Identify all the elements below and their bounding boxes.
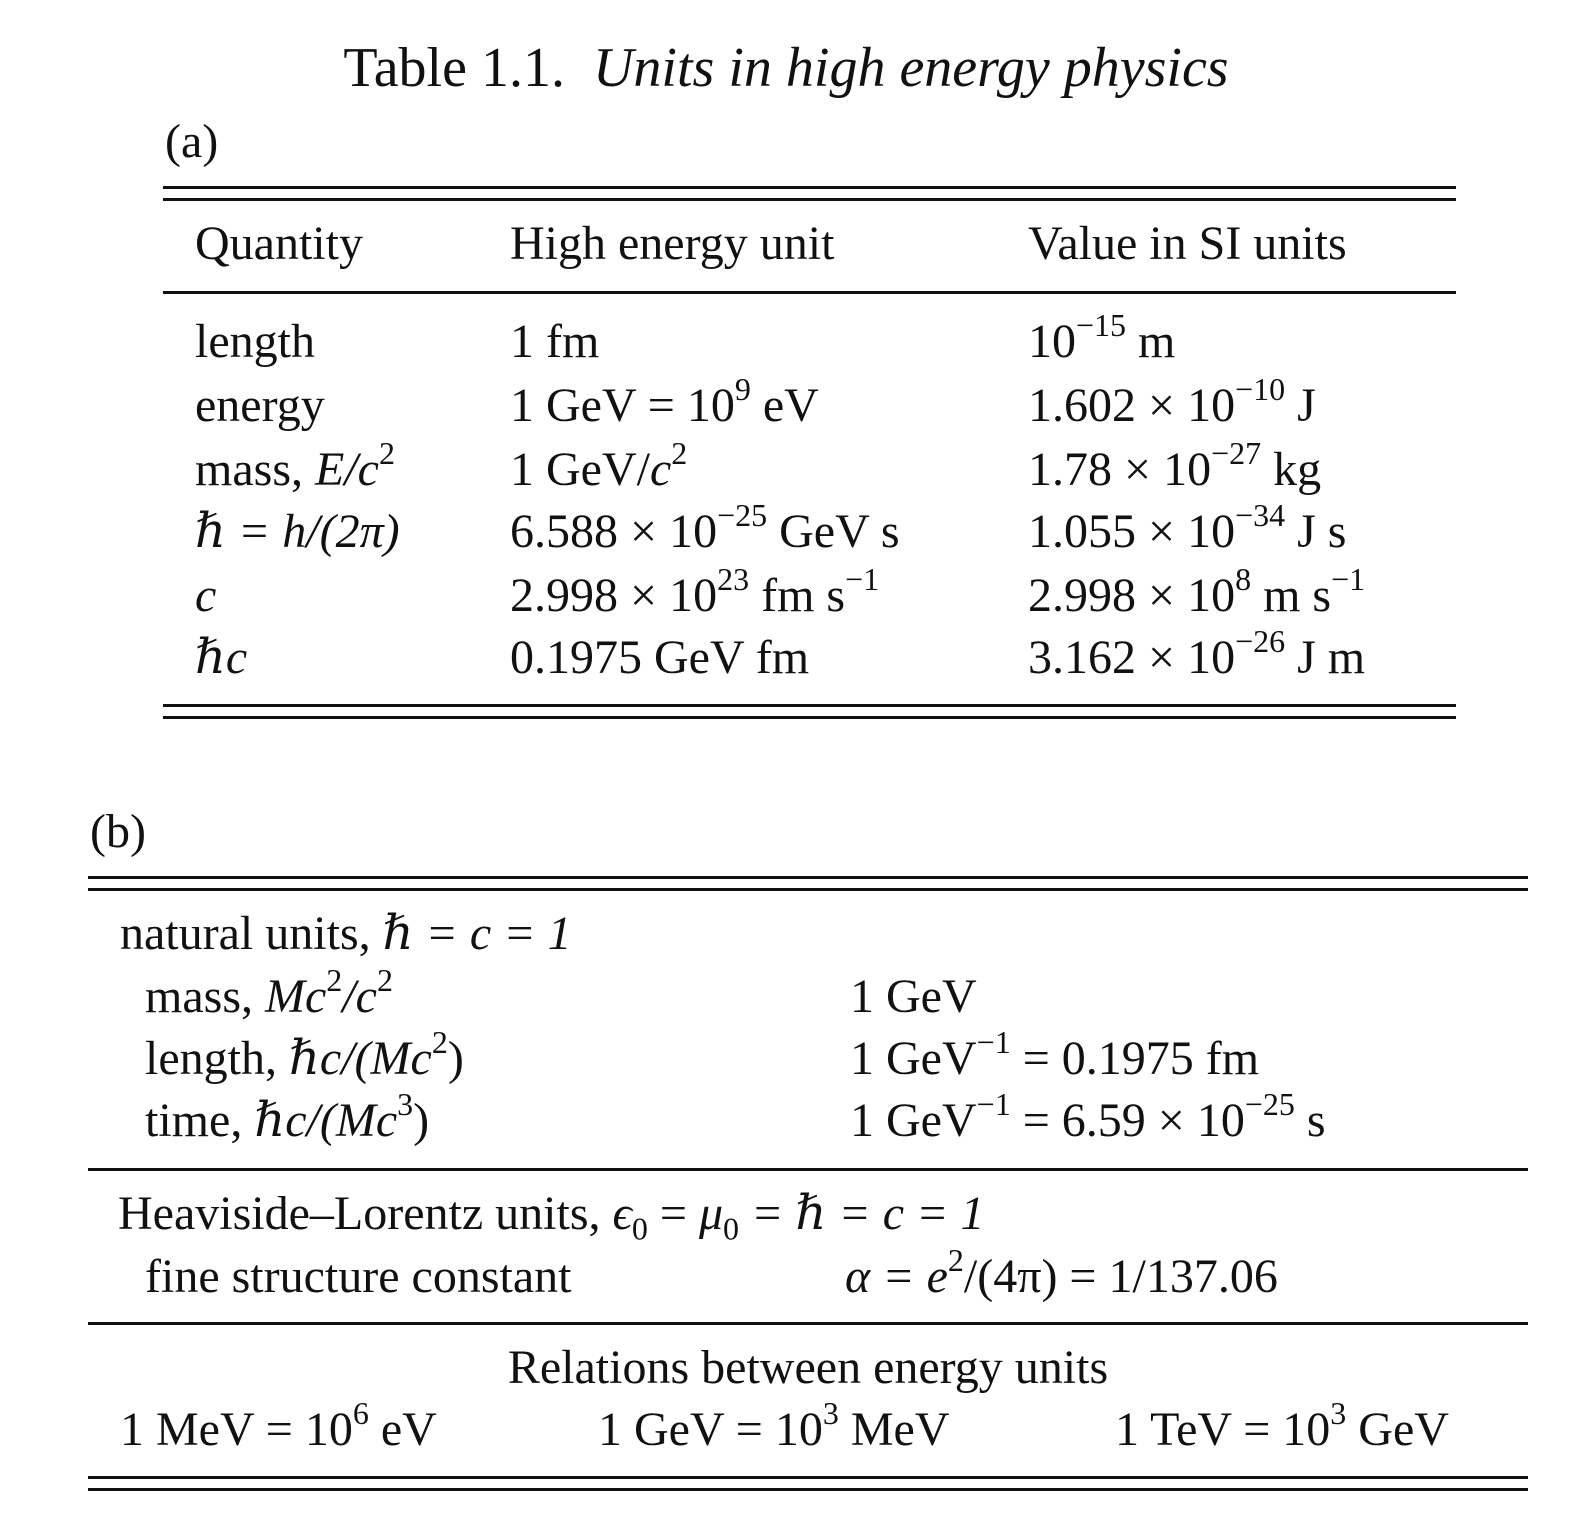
row-mass-si: $1.78 \times 10^{-27}$ kg [1028,435,1322,496]
fine-structure-label: fine structure constant [145,1250,572,1303]
rule-b-hl [88,1322,1528,1325]
row-energy-quantity: energy [195,379,325,432]
table-number: Table 1.1. [343,37,565,99]
row-hbarc-he: 0.1975 GeV fm [510,631,810,684]
row-energy-he: 1 GeV = $10^9$ eV [510,371,819,432]
row-hbarc-si: $3.162 \times 10^{-26}$ J m [1028,623,1366,684]
natural-mass-label: mass, $Mc^2/c^2$ [145,962,393,1023]
part-a-label: (a) [165,115,219,168]
rule-a-header [163,291,1456,294]
table-caption: Units in high energy physics [592,37,1229,99]
rule-a-bottom-2 [163,716,1456,719]
row-mass-quantity: mass, $E/c^2$ [195,435,395,496]
hl-units-heading: Heaviside–Lorentz units, $\epsilon_0 = \mu_0$ = ℏ = c = 1 [118,1187,985,1247]
row-hbar-si: $1.055 \times 10^{-34}$ J s [1028,497,1347,558]
natural-length-value: 1 GeV$^{-1}$ = 0.1975 fm [850,1024,1260,1085]
rule-b-natural [88,1168,1528,1171]
fine-structure-value: $\alpha = e^2/(4\pi) = 1/137.06$ [845,1242,1278,1303]
row-hbar-quantity: ℏ = h/(2π) [195,505,400,558]
natural-mass-value: 1 GeV [850,970,977,1023]
relation-gev: 1 GeV = $10^3$ MeV [598,1395,950,1456]
relation-tev: 1 TeV = $10^3$ GeV [1115,1395,1449,1456]
rule-a-top-2 [163,198,1456,201]
row-length-he: 1 fm [510,315,600,368]
rule-b-top-1 [88,876,1528,879]
relations-heading: Relations between energy units [507,1341,1109,1394]
header-quantity: Quantity [195,217,363,270]
row-c-si: $2.998 \times 10^8$ m $s^{-1}$ [1028,561,1366,622]
natural-units-heading: natural units, ℏ = c = 1 [120,907,572,960]
header-si-units: Value in SI units [1028,217,1347,270]
natural-length-label: length, ℏc/(Mc$^2$) [145,1024,464,1085]
table-title [0,37,1572,99]
row-length-si: $10^{-15}$ m [1028,307,1176,368]
row-mass-he: 1 GeV/$c^2$ [510,435,688,496]
row-energy-si: $1.602 \times 10^{-10}$ J [1028,371,1316,432]
row-hbar-he: $6.588 \times 10^{-25}$ GeV s [510,497,900,558]
natural-time-label: time, ℏc/(Mc$^3$) [145,1086,430,1147]
header-high-energy-unit: High energy unit [510,217,835,270]
part-b-label: (b) [90,805,146,858]
rule-b-top-2 [88,888,1528,891]
row-c-he: $2.998 \times 10^{23}$ fm $s^{-1}$ [510,561,880,622]
rule-a-top-1 [163,186,1456,189]
rule-b-bottom-2 [88,1488,1528,1491]
row-c-quantity: c [195,569,217,622]
row-length-quantity: length [195,315,315,368]
row-hbarc-quantity: ℏc [195,631,248,684]
rule-a-bottom-1 [163,704,1456,707]
rule-b-bottom-1 [88,1476,1528,1479]
natural-time-value: 1 $GeV^{-1} = 6.59 \times 10^{-25}$ s [850,1086,1326,1147]
relation-mev: 1 MeV = $10^6$ eV [120,1395,437,1456]
